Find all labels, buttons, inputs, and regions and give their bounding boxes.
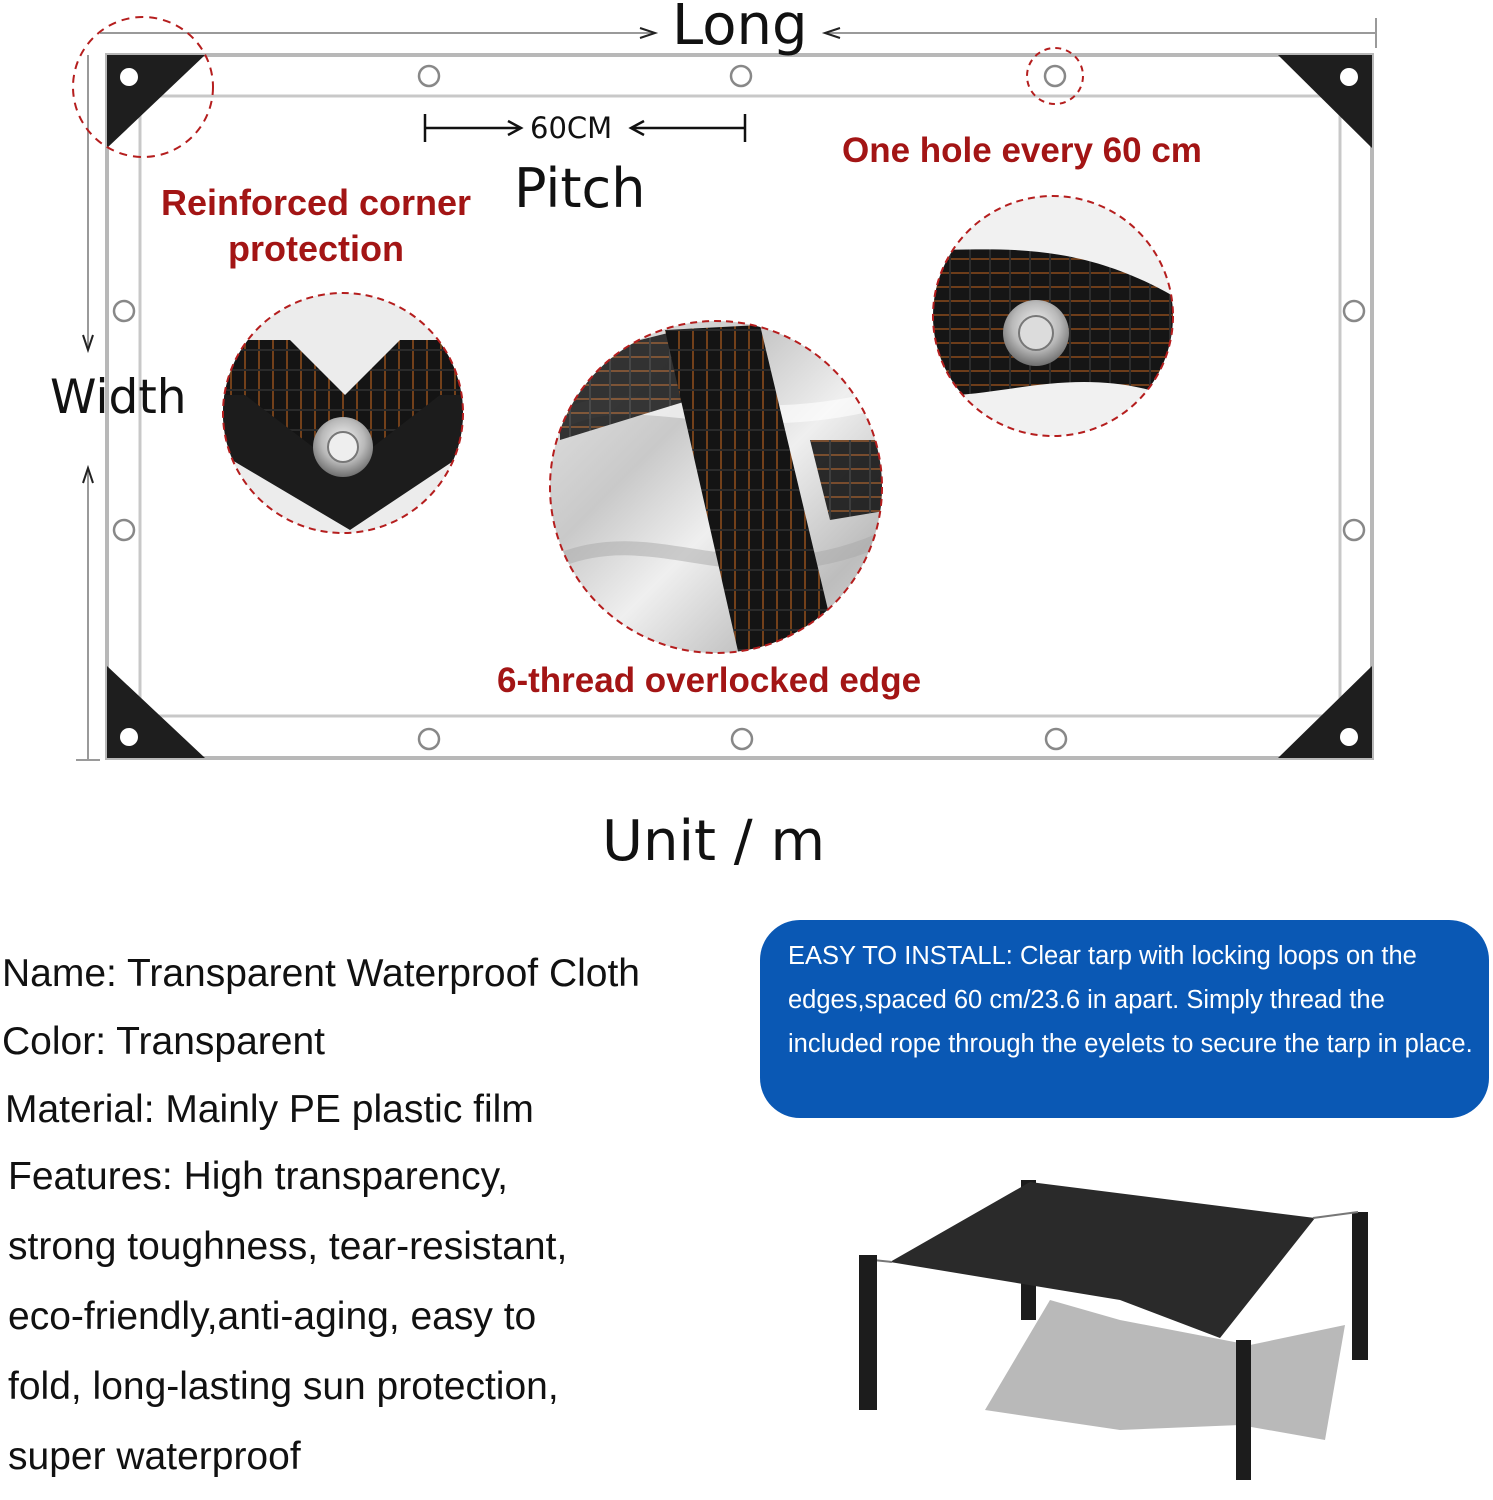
spec-features-line5: super waterproof [8,1435,301,1478]
pitch-value: 60CM [530,111,613,145]
spec-features-line4: fold, long-lasting sun protection, [8,1365,559,1408]
corner-callout [148,180,484,273]
corner-callout-line1: Reinforced corner [160,182,472,223]
spec-features-line2: strong toughness, tear-resistant, [8,1225,568,1268]
spec-color: Color: Transparent [2,1020,325,1063]
width-label: Width [50,370,187,425]
corner-zoom-image [215,290,470,540]
install-info-box [760,920,1489,1118]
corner-callout-line2: protection [228,227,404,269]
hole-spacing-callout: One hole every 60 cm [842,131,1202,170]
edge-zoom-image [545,315,890,660]
pitch-label: Pitch [514,157,646,220]
long-label: Long [672,0,808,58]
edge-callout: 6-thread overlocked edge [497,661,922,700]
spec-material: Material: Mainly PE plastic film [5,1088,534,1131]
spec-features-line1: Features: High transparency, [8,1155,509,1198]
unit-label: Unit / m [602,809,826,874]
hole-zoom-image [930,195,1180,445]
spec-name: Name: Transparent Waterproof Cloth [2,952,640,995]
shade-sail-illustration [859,1180,1368,1480]
install-text: EASY TO INSTALL: Clear tarp with locking loops on the edges,spaced 60 cm/23.6 in apart. Simply thread the included rope through the eyelets to secure the tarp in place. [788,942,1473,1058]
spec-features-line3: eco-friendly,anti-aging, easy to [8,1295,537,1338]
